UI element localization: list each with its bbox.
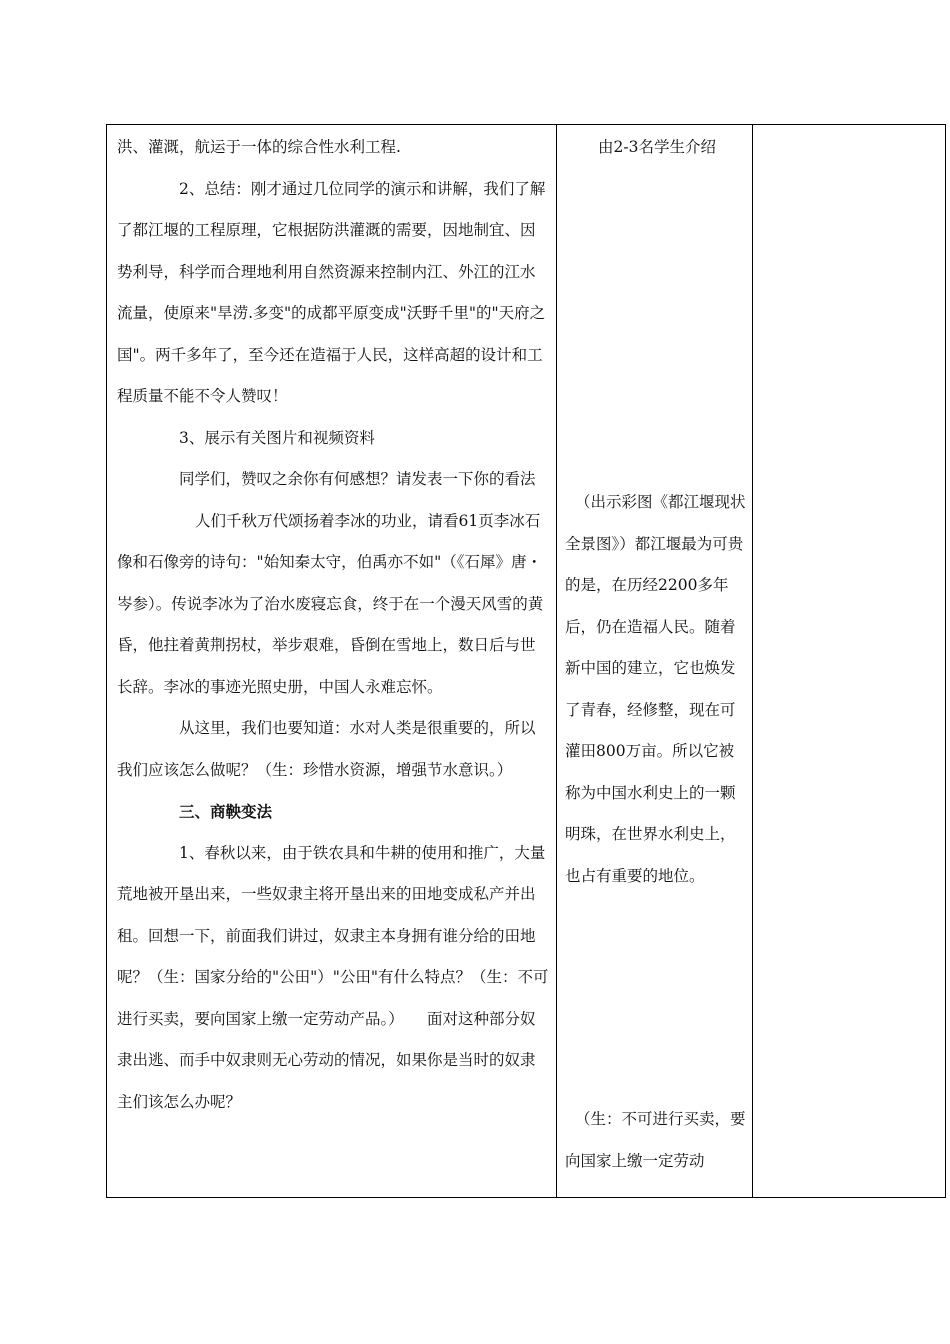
paragraph: 2、总结：刚才通过几位同学的演示和讲解，我们了解了都江堰的工程原理，它根据防洪灌溉的需要，因地制宜、因势利导，科学而合理地利用自然资源来控制内江、外江的江水流量，使原来"旱涝.多变"的成都平原变成"沃野千里"的"天府之国"。两千多年了，至今还在造福于人民，这样高超的设计和工程质量不能不令人赞叹！: [117, 179, 546, 405]
paragraph: 洪、灌溉，航运于一体的综合性水利工程.: [117, 138, 401, 156]
student-activity-column: [565, 482, 749, 897]
paragraph: 1、春秋以来，由于铁农具和牛耕的使用和推广，大量荒地被开垦出来，一些奴隶主将开垦出来的田地变成私产并出租。回想一下，前面我们讲过，奴隶主本身拥有谁分给的田地呢？（生：国家分给的"公田"）"公田"有什么特点？（生：不可进行买卖，要向国家上缴一定劳动产品。） 面对这种部分奴隶出逃、而手中奴隶则无心劳动的情况，如果你是当时的奴隶主们该怎么办呢？: [117, 843, 549, 1111]
column-divider: [556, 125, 557, 1197]
student-activity-column: [565, 127, 749, 169]
side-note: 由2-3名学生介绍: [598, 138, 716, 156]
teaching-content-column: [117, 127, 549, 1123]
lesson-table: [106, 124, 946, 1198]
section-heading: 三、商鞅变法: [179, 802, 273, 821]
student-activity-column: [565, 1099, 749, 1182]
side-note: （生：不可进行买卖，要向国家上缴一定劳动: [565, 1110, 746, 1170]
column-divider: [752, 125, 753, 1197]
paragraph: 3、展示有关图片和视频资料: [179, 428, 375, 447]
paragraph: 从这里，我们也要知道：水对人类是很重要的，所以我们应该怎么做呢？（生：珍惜水资源，增强节水意识。）: [117, 719, 536, 779]
side-note: （出示彩图《都江堰现状全景图》）都江堰最为可贵的是，在历经2200多年后，仍在造福人民。随着新中国的建立，它也焕发了青春，经修整，现在可灌田800万亩。所以它被称为中国水利史上的一颗明珠，在世界水利史上，也占有重要的地位。: [565, 493, 746, 885]
paragraph: 同学们，赞叹之余你有何感想？请发表一下你的看法: [179, 470, 536, 488]
paragraph: 人们千秋万代颂扬着李冰的功业，请看61页李冰石像和石像旁的诗句："始知秦太守，伯禹亦不如"（《石犀》唐・岑参）。传说李冰为了治水废寝忘食，终于在一个漫天风雪的黄昏，他拄着黄荆拐杖，举步艰难，昏倒在雪地上，数日后与世长辞。李冰的事迹光照史册，中国人永难忘怀。: [117, 511, 544, 696]
